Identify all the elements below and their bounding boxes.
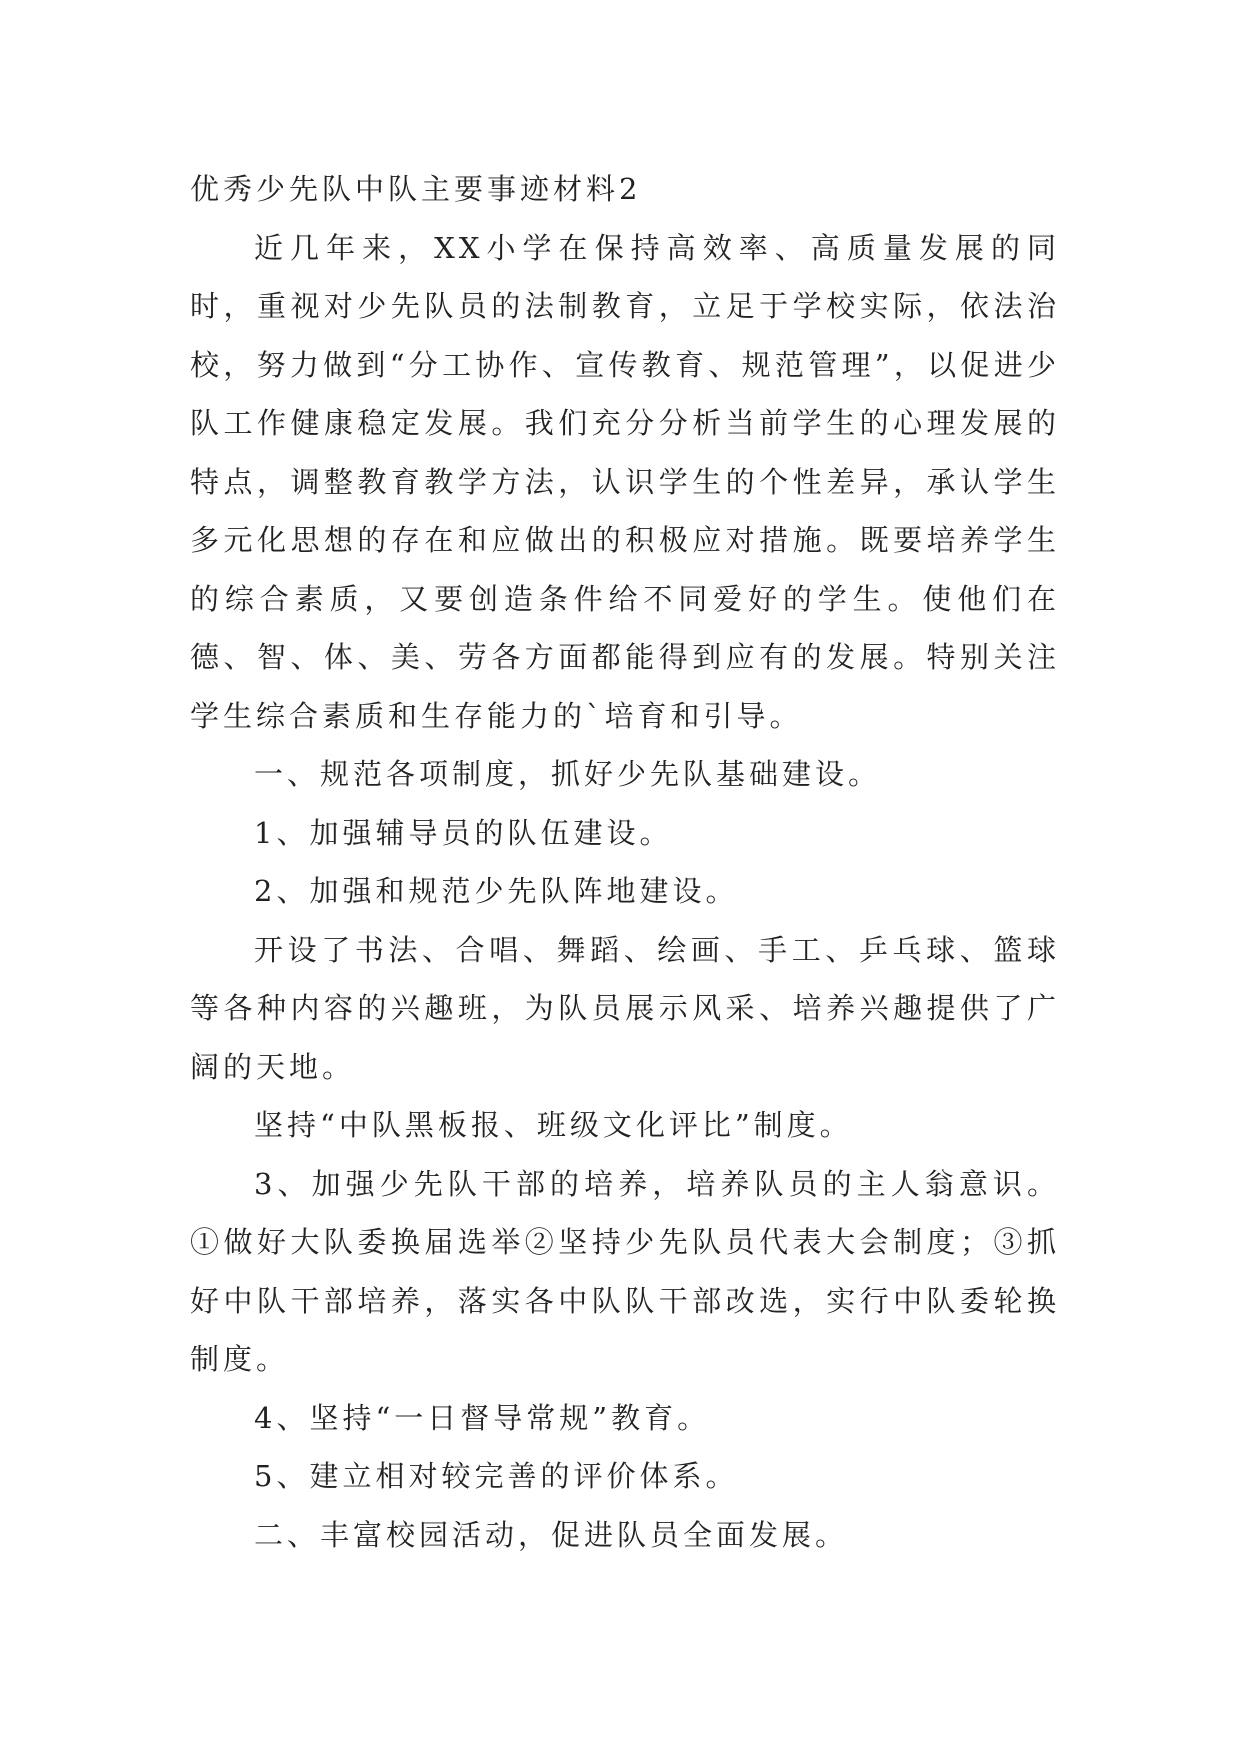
document-page <box>190 160 1060 1564</box>
paragraph-interest-classes: 开设了书法、合唱、舞蹈、绘画、手工、乒乓球、篮球等各种内容的兴趣班，为队员展示风采、培养兴趣提供了广阔的天地。 <box>190 932 1060 1084</box>
heading-section-2: 二、丰富校园活动，促进队员全面发展。 <box>254 1517 849 1552</box>
document-title: 优秀少先队中队主要事迹材料2 <box>190 172 642 206</box>
heading-section-1: 一、规范各项制度，抓好少先队基础建设。 <box>254 757 882 791</box>
item-1: 1、加强辅导员的队伍建设。 <box>254 815 673 850</box>
paragraph-intro: 近几年来，XX小学在保持高效率、高质量发展的同时，重视对少先队员的法制教育，立足于学校实际，依法治校，努力做到“分工协作、宣传教育、规范管理”，以促进少队工作健康稳定发展。我们充分分析当前学生的心理发展的特点，调整教育教学方法，认识学生的个性差异，承认学生多元化思想的存在和应做出的积极应对措施。既要培养学生的综合素质，又要创造条件给不同爱好的学生。使他们在德、智、体、美、劳各方面都能得到应有的发展。特别关注学生综合素质和生存能力的`培育和引导。 <box>190 230 1060 733</box>
paragraph-blackboard: 坚持“中队黑板报、班级文化评比”制度。 <box>254 1108 853 1142</box>
item-2: 2、加强和规范少先队阵地建设。 <box>254 874 739 908</box>
item-3: 3、加强少先队干部的培养，培养队员的主人翁意识。①做好大队委换届选举②坚持少先队员代表大会制度；③抓好中队干部培养，落实各中队队干部改选，实行中队委轮换制度。 <box>190 1166 1060 1376</box>
item-4: 4、坚持“一日督导常规”教育。 <box>254 1400 711 1435</box>
item-5: 5、建立相对较完善的评价体系。 <box>254 1459 739 1493</box>
